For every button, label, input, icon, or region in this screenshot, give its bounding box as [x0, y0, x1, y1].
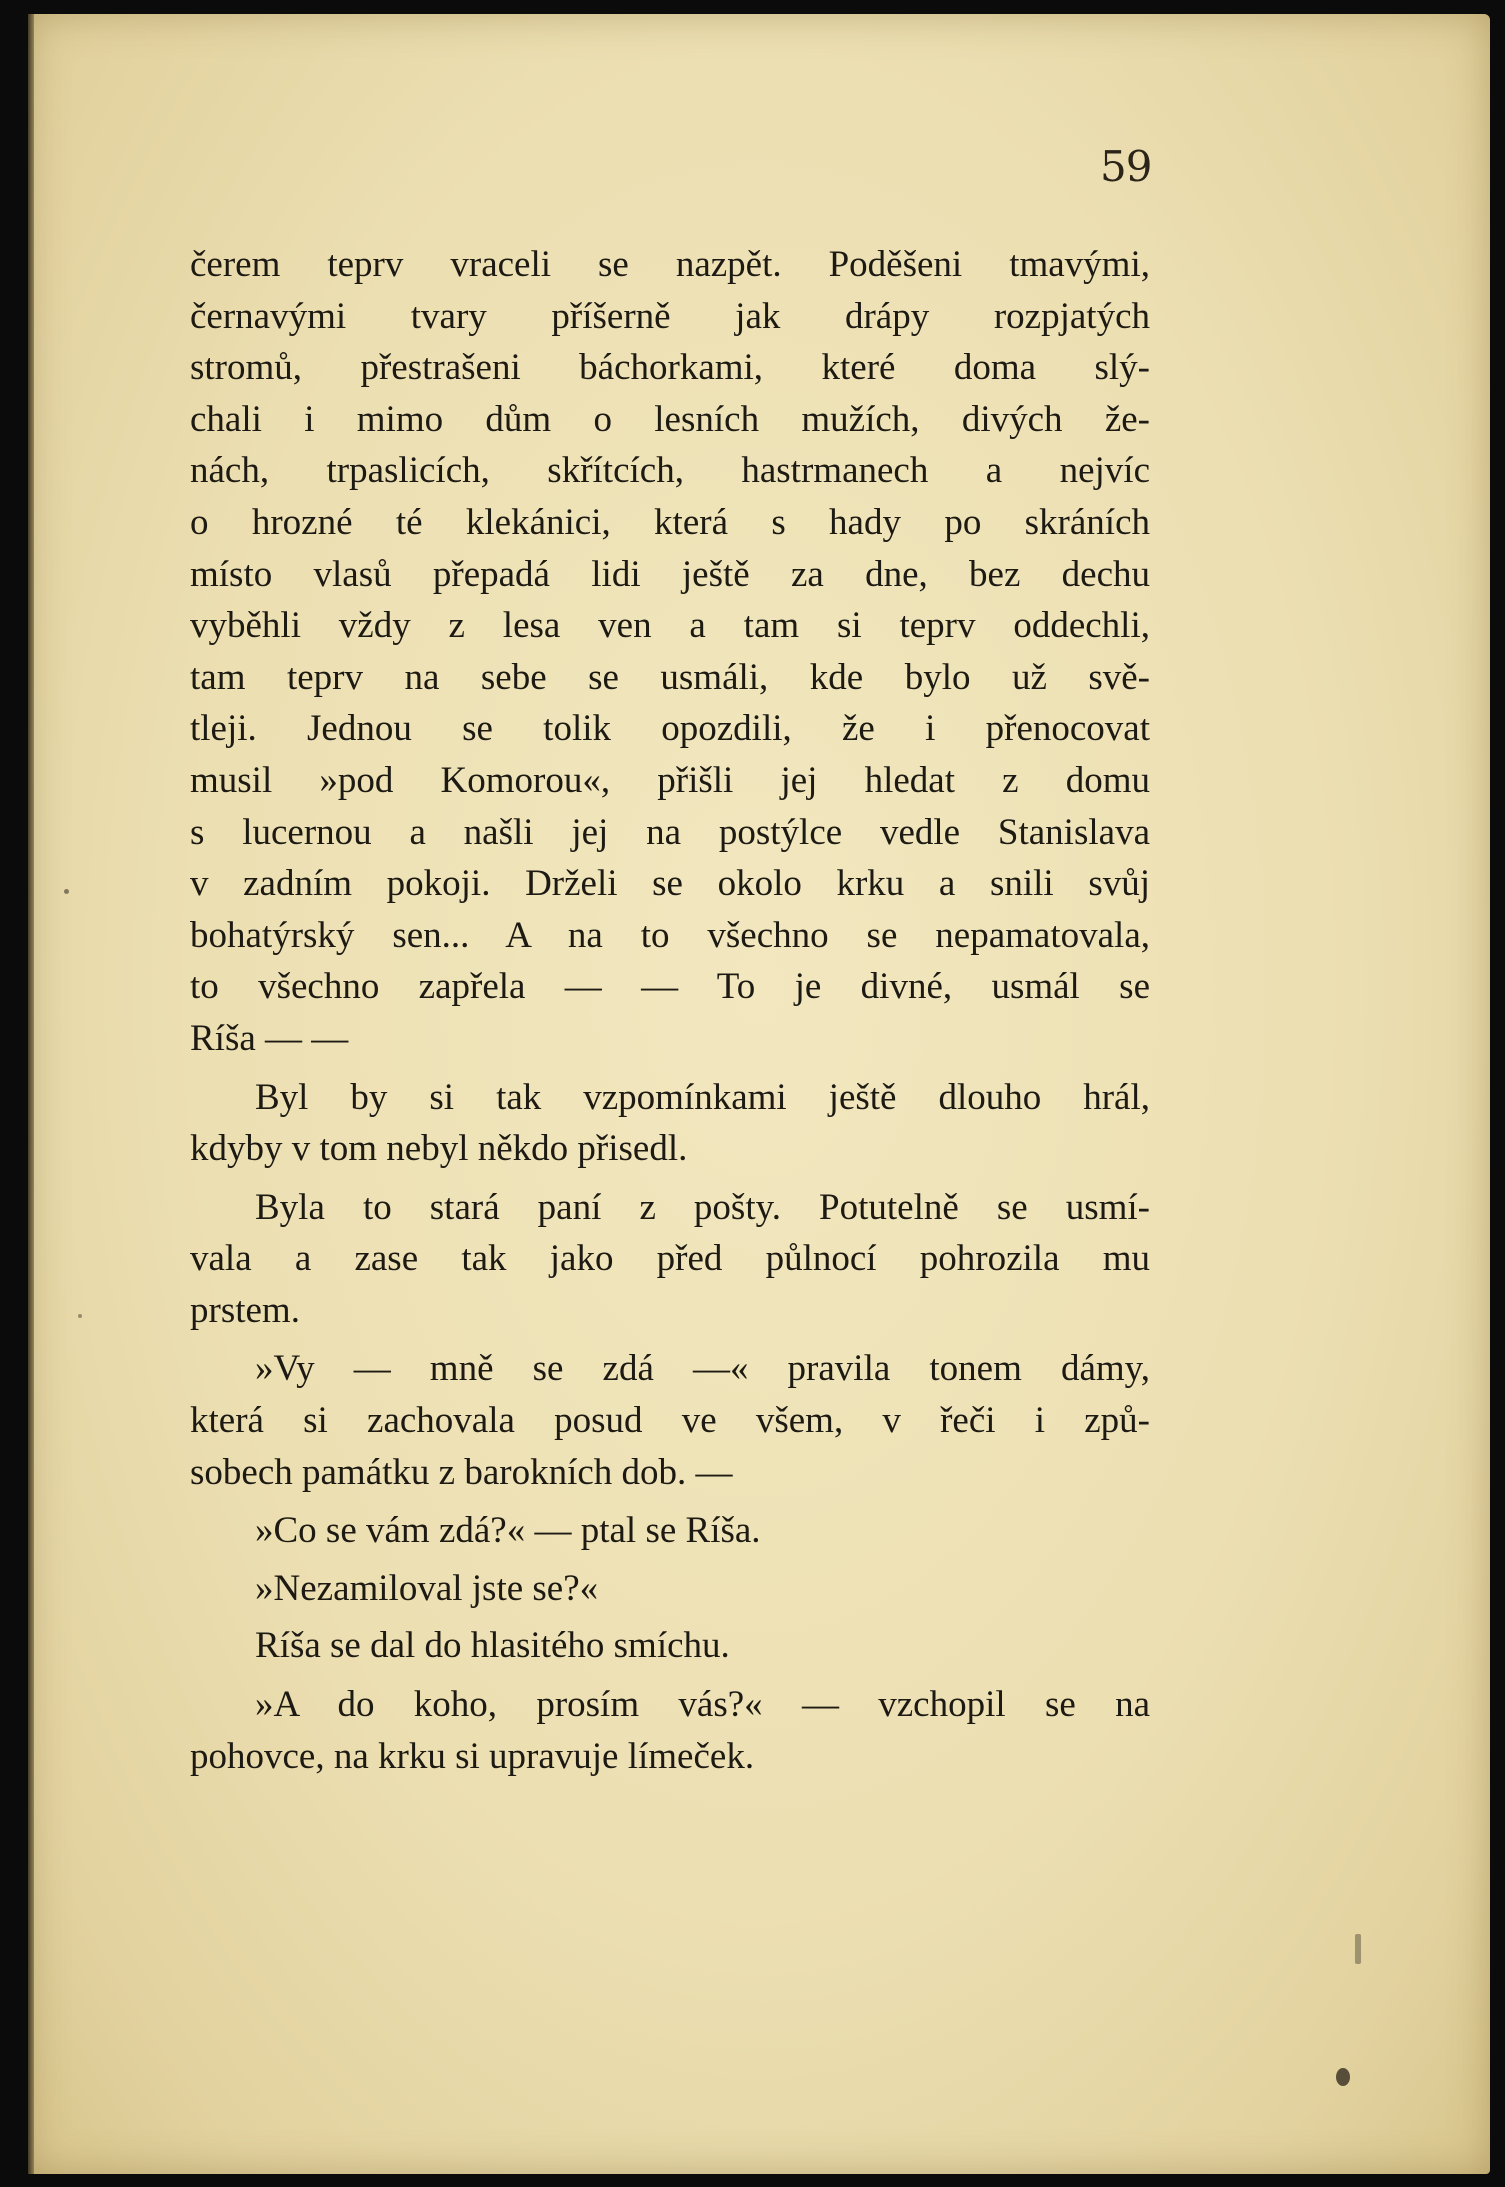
text-line: kdyby v tom nebyl někdo přisedl.: [190, 1128, 688, 1170]
paragraph-7: [190, 1620, 1150, 1672]
text-line: místo vlasů přepadá lidi ještě za dne, bez dechu: [190, 553, 1150, 595]
paragraph-2: [190, 1072, 1150, 1175]
text-line: prstem.: [190, 1289, 300, 1331]
paragraph-1: [190, 239, 1150, 1065]
text-line: musil »pod Komorou«, přišli jej hledat z domu: [190, 759, 1150, 801]
text-line: »Nezamiloval jste se?«: [255, 1567, 599, 1609]
text-line: bohatýrský sen... A na to všechno se nepamatovala,: [190, 914, 1150, 956]
page-number: 59: [1100, 142, 1152, 191]
paragraph-6: [190, 1563, 1150, 1615]
text-line: vala a zase tak jako před půlnocí pohrozila mu: [190, 1238, 1150, 1280]
scan-speck: [78, 1314, 82, 1318]
scan-speck: [1336, 2068, 1350, 2086]
text-line: Byl by si tak vzpomínkami ještě dlouho hrál,: [255, 1076, 1150, 1118]
text-line: to všechno zapřela — — To je divné, usmál se: [190, 966, 1150, 1008]
text-line: o hrozné té klekánici, která s hady po skráních: [190, 501, 1150, 543]
text-line: která si zachovala posud ve všem, v řeči i způ-: [190, 1400, 1150, 1442]
text-line: v zadním pokoji. Drželi se okolo krku a snili svůj: [190, 863, 1150, 905]
text-line: »Co se vám zdá?« — ptal se Ríša.: [255, 1510, 761, 1552]
paragraph-8: [190, 1679, 1150, 1782]
scan-speck: [64, 889, 69, 894]
text-line: pohovce, na krku si upravuje límeček.: [190, 1735, 755, 1777]
text-line: Ríša — —: [190, 1017, 349, 1059]
text-line: vyběhli vždy z lesa ven a tam si teprv oddechli,: [190, 605, 1150, 647]
text-line: tam teprv na sebe se usmáli, kde bylo už svě-: [190, 656, 1150, 698]
text-line: černavými tvary příšerně jak drápy rozpjatých: [190, 295, 1150, 337]
body-text: [190, 239, 1150, 1782]
text-line: sobech památku z barokních dob. —: [190, 1451, 733, 1493]
paragraph-5: [190, 1505, 1150, 1557]
text-line: čerem teprv vraceli se nazpět. Poděšeni tmavými,: [190, 244, 1150, 285]
text-line: »A do koho, prosím vás?« — vzchopil se na: [255, 1684, 1150, 1726]
scan-speck: [1355, 1934, 1361, 1964]
text-line: Byla to stará paní z pošty. Potutelně se usmí-: [255, 1186, 1150, 1228]
text-line: stromů, přestrašeni báchorkami, které doma slý-: [190, 347, 1150, 389]
text-line: tleji. Jednou se tolik opozdili, že i přenocovat: [190, 708, 1150, 750]
paragraph-4: [190, 1343, 1150, 1498]
book-page: [28, 14, 1490, 2174]
paragraph-3: [190, 1182, 1150, 1337]
text-line: nách, trpaslicích, skřítcích, hastrmanech a nejvíc: [190, 450, 1150, 492]
text-line: Ríša se dal do hlasitého smíchu.: [255, 1625, 730, 1667]
text-line: s lucernou a našli jej na postýlce vedle Stanislava: [190, 811, 1150, 853]
text-line: chali i mimo dům o lesních mužích, divých že-: [190, 398, 1150, 440]
binding-edge: [28, 14, 34, 2174]
text-line: »Vy — mně se zdá —« pravila tonem dámy,: [255, 1348, 1150, 1390]
